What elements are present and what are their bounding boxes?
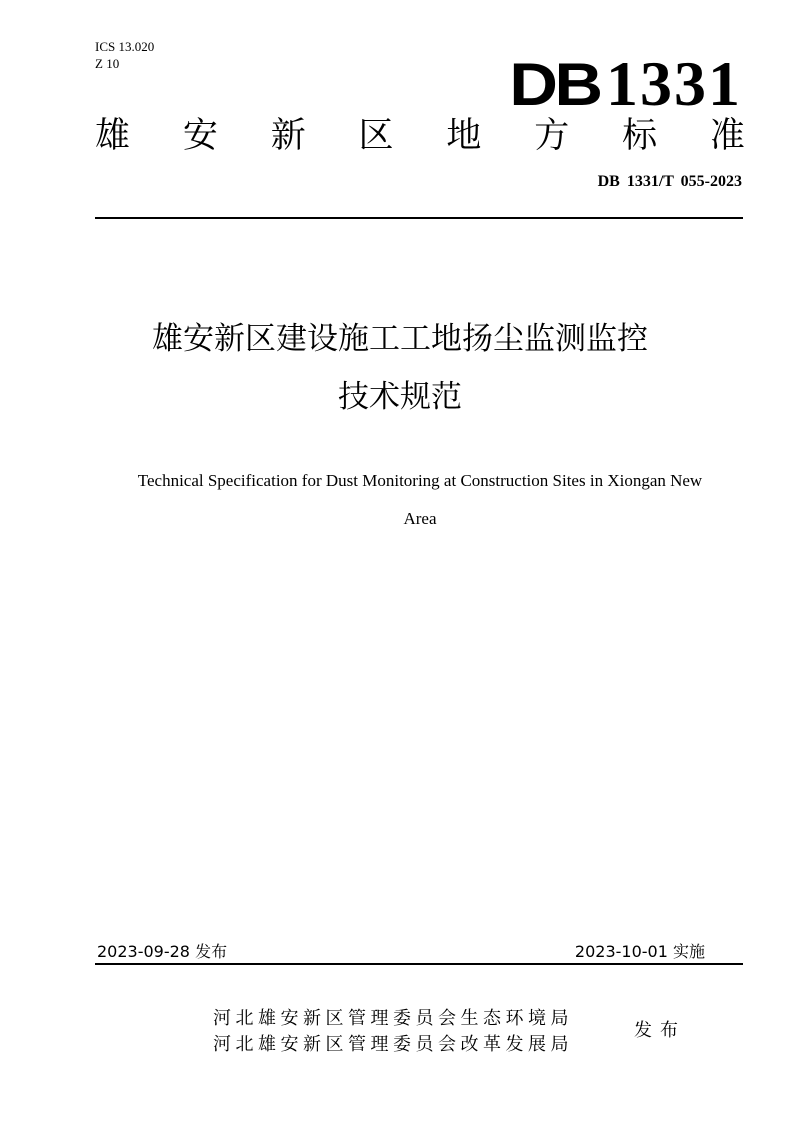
implementation-date: 2023-10-01 实施 <box>574 942 705 961</box>
chinese-title-line-2: 技术规范 <box>338 379 462 415</box>
standard-type-char: 方 <box>534 116 570 156</box>
ccs-code: Z 10 <box>95 56 120 71</box>
standard-type-heading <box>95 114 745 158</box>
standard-type-char: 标 <box>622 116 658 156</box>
db-logo-code: 1331 <box>606 48 742 119</box>
english-title <box>95 462 745 538</box>
chinese-title <box>60 310 740 426</box>
standard-type-char: 准 <box>709 116 745 156</box>
issuing-authorities <box>213 1006 573 1058</box>
ics-code: ICS 13.020 <box>95 39 155 54</box>
db-logo <box>509 48 742 119</box>
standard-number: DB 1331/T 055-2023 <box>597 173 742 190</box>
issuer-line: 河北雄安新区管理委员会改革发展局 <box>213 1034 573 1055</box>
standard-type-char: 雄 <box>95 116 131 156</box>
standard-type-char: 安 <box>182 116 218 156</box>
db-logo-prefix: DB <box>509 51 600 118</box>
header-divider <box>95 217 743 219</box>
standard-type-char: 新 <box>270 116 306 156</box>
issue-date: 2023-09-28 发布 <box>97 942 228 961</box>
standard-type-char: 区 <box>358 116 394 156</box>
english-title-line-2: Area <box>403 509 437 528</box>
standard-type-char: 地 <box>446 116 482 156</box>
publish-label: 发布 <box>634 1020 686 1041</box>
chinese-title-line-1: 雄安新区建设施工工地扬尘监测监控 <box>152 321 648 357</box>
english-title-line-1: Technical Specification for Dust Monitoring at Construction Sites in Xiongan New <box>137 471 703 490</box>
footer-divider <box>95 963 743 965</box>
issuer-line: 河北雄安新区管理委员会生态环境局 <box>213 1008 573 1029</box>
